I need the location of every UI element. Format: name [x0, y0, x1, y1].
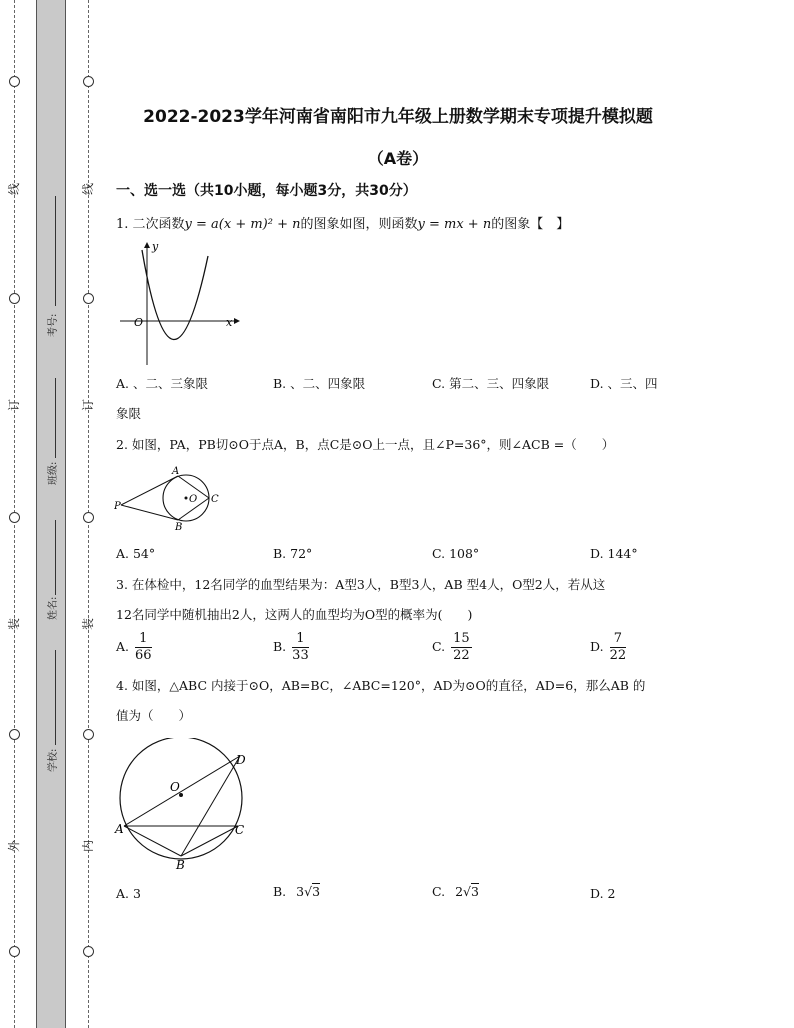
inner-cut-char: 线 [81, 182, 96, 196]
denominator: 22 [453, 648, 470, 663]
binding-band [36, 0, 66, 1028]
name-line [55, 520, 56, 595]
y-axis-label: y [152, 240, 159, 253]
denominator: 33 [292, 648, 309, 663]
q1-parabola-figure [116, 240, 246, 370]
q3-option-d[interactable] [590, 631, 626, 664]
question-3-line-2: 12名同学中随机抽出2人，这两人的血型均为O型的概率为( ) [116, 607, 473, 622]
denominator: 22 [609, 648, 627, 663]
q2-option-b[interactable]: B. 72° [273, 546, 313, 561]
q4-option-c-coefficient: 2 [455, 884, 464, 899]
q4-option-a[interactable]: A. 3 [116, 886, 141, 901]
binding-hole [9, 729, 20, 740]
q1-text-mid: 的图象如图，则函数 [300, 217, 418, 232]
origin-label: O [134, 316, 144, 329]
binding-hole [9, 293, 20, 304]
parabola-curve [142, 250, 208, 340]
question-2: 2. 如图，PA，PB切⊙O于点A，B，点C是⊙O上一点，且∠P=36°，则∠ACB =（ ） [116, 437, 615, 452]
q3-option-a-label: A. [116, 639, 130, 654]
q3-option-d-label: D. [590, 639, 604, 654]
q1-text-post: 的图象【 】 [491, 217, 570, 232]
point-d-label: D [236, 753, 246, 767]
x-axis-arrow [234, 318, 240, 324]
q3-option-b-fraction [292, 631, 309, 664]
q2-tangent-figure [114, 464, 224, 534]
radical-sign: √ [304, 884, 313, 899]
q1-text-pre: 1. 二次函数 [116, 217, 185, 232]
point-a-label: A [172, 466, 180, 477]
q4-option-b-coefficient: 3 [296, 884, 305, 899]
q2-option-c[interactable]: C. 108° [432, 546, 480, 561]
q1-option-a[interactable]: A. 、二、三象限 [116, 376, 208, 391]
outer-cut-char: 外 [7, 839, 22, 853]
point-c-label: C [235, 823, 245, 837]
q1-option-d-wrap: 象限 [116, 406, 142, 421]
point-b-label: B [175, 522, 183, 533]
q3-option-a-fraction [135, 631, 152, 664]
q4-option-b-label: B. [273, 884, 287, 899]
exam-number-line [55, 196, 56, 306]
inner-cut-char: 订 [81, 398, 96, 412]
paper-subtitle: （A卷） [367, 149, 429, 168]
inner-cut-char: 装 [81, 617, 96, 631]
q4-option-c[interactable] [432, 884, 479, 899]
point-p-label: P [114, 501, 121, 512]
binding-hole [83, 76, 94, 87]
exam-number-label: 考号: [48, 313, 59, 337]
question-3-line-1: 3. 在体检中，12名同学的血型结果为：A型3人，B型3人，AB 型4人，O型2人，若从这 [116, 577, 606, 592]
q1-formula-1: y = a(x + m)² + n [184, 217, 301, 232]
q4-circle-figure [112, 738, 262, 878]
binding-hole [83, 946, 94, 957]
y-axis-arrow [144, 242, 150, 248]
name-label: 姓名: [48, 596, 59, 620]
radical-sign: √ [463, 884, 471, 899]
q3-option-c-label: C. [432, 639, 446, 654]
center-point [185, 497, 188, 500]
outer-cut-char: 订 [7, 398, 22, 412]
q4-option-b[interactable] [273, 884, 320, 899]
inner-cut-char: 内 [81, 839, 96, 853]
point-c-label: C [211, 494, 219, 505]
q4-option-d[interactable]: D. 2 [590, 886, 616, 901]
question-4-line-2: 值为（ ） [116, 708, 192, 723]
q1-formula-2: y = mx + n [417, 217, 492, 232]
numerator: 1 [292, 631, 309, 648]
center-o-label: O [170, 780, 180, 794]
q4-option-c-radicand: 3 [471, 884, 479, 899]
q3-option-b-label: B. [273, 639, 287, 654]
school-line [55, 650, 56, 745]
x-axis-label: x [226, 316, 233, 329]
center-o-label: O [189, 494, 198, 505]
q3-option-c-fraction [451, 631, 472, 664]
binding-hole [9, 76, 20, 87]
q3-option-b[interactable] [273, 631, 309, 664]
numerator: 15 [453, 631, 470, 646]
q2-option-a[interactable]: A. 54° [116, 546, 156, 561]
q1-option-c[interactable]: C. 第二、三、四象限 [432, 376, 550, 391]
question-4-line-1: 4. 如图，△ABC 内接于⊙O，AB=BC，∠ABC=120°，AD为⊙O的直径，AD=6，那么AB 的 [116, 678, 646, 693]
q3-option-d-fraction [610, 631, 627, 664]
q3-option-a[interactable] [116, 631, 152, 664]
numerator: 1 [135, 631, 152, 648]
numerator: 7 [610, 631, 627, 648]
tangent-pb [121, 505, 178, 520]
circle-o [120, 738, 245, 859]
q3-option-c[interactable] [432, 631, 472, 664]
binding-hole [83, 293, 94, 304]
q1-option-b[interactable]: B. 、二、四象限 [273, 376, 366, 391]
point-b-label: B [176, 858, 185, 872]
class-line [55, 378, 56, 458]
outer-cut-char: 线 [7, 182, 22, 196]
binding-hole [9, 512, 20, 523]
tangent-pa [121, 476, 178, 505]
diameter-ad [124, 756, 240, 826]
denominator: 66 [135, 648, 152, 663]
binding-hole [9, 946, 20, 957]
q4-option-b-radicand: 3 [312, 884, 321, 899]
binding-hole [83, 729, 94, 740]
q2-option-d[interactable]: D. 144° [590, 546, 638, 561]
q4-option-c-label: C. [432, 884, 446, 899]
paper-title: 2022-2023学年河南省南阳市九年级上册数学期末专项提升模拟题 [143, 107, 653, 127]
school-label: 学校: [48, 748, 59, 772]
class-label: 班级: [48, 461, 59, 485]
section-heading: 一、选一选（共10小题，每小题3分，共30分） [116, 183, 417, 199]
outer-cut-char: 装 [7, 617, 22, 631]
question-1 [116, 210, 682, 240]
binding-hole [83, 512, 94, 523]
q1-option-d[interactable]: D. 、三、四 [590, 376, 658, 391]
point-a-label: A [115, 822, 124, 836]
